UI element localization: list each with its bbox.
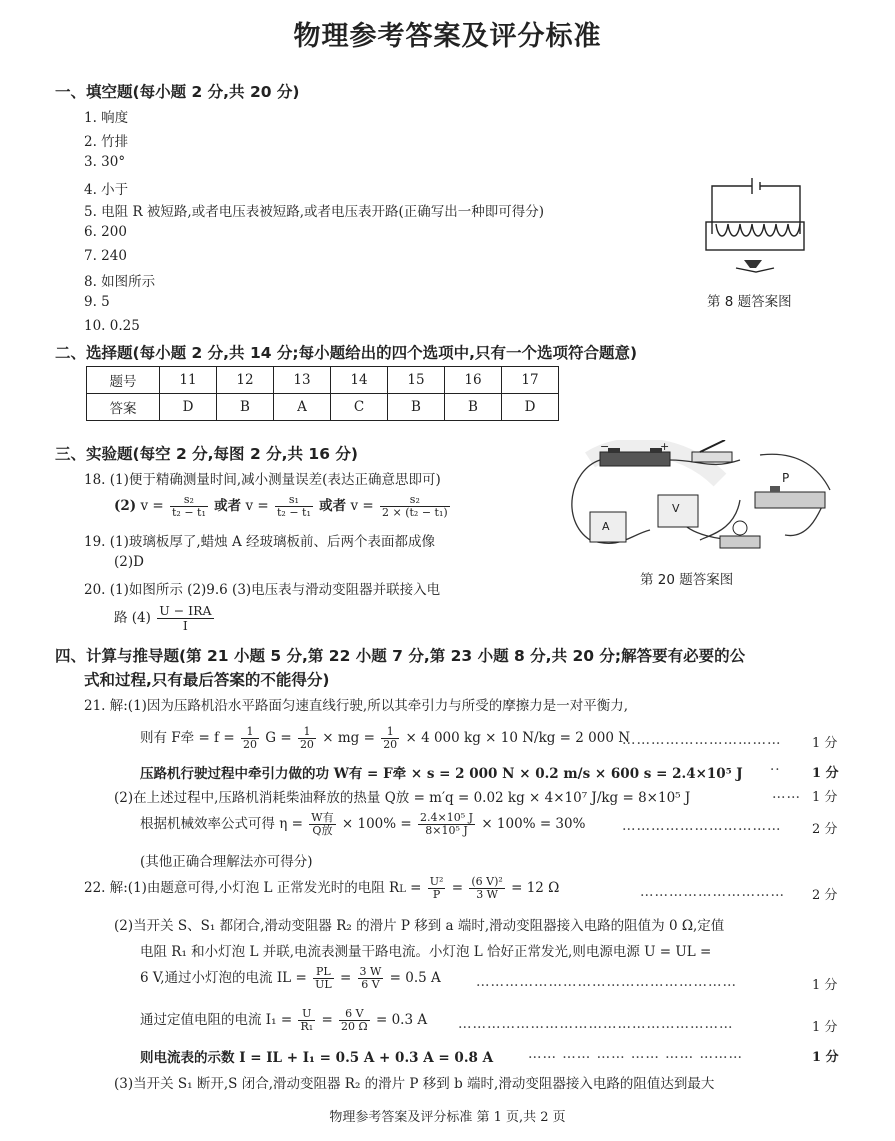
- fill-answer-3: 3. 30°: [84, 154, 126, 170]
- q18-v-equals: v =: [140, 498, 164, 514]
- choice-answer-table: [86, 366, 559, 421]
- question-number-cell: 17: [502, 367, 559, 394]
- q8-solenoid-figure: [700, 172, 810, 282]
- row-label-answer: 答案: [87, 394, 160, 421]
- page-footer: 物理参考答案及评分标准 第 1 页,共 2 页: [329, 1110, 566, 1125]
- fill-answer-2: 2. 竹排: [84, 134, 129, 150]
- table-row: [87, 367, 559, 394]
- q21-line6: (其他正确合理解法亦可得分): [140, 854, 313, 870]
- answer-cell: D: [160, 394, 217, 421]
- score-1: 1 分: [812, 790, 838, 805]
- score-1: 1 分: [812, 766, 839, 781]
- q21-line3: 压路机行驶过程中牵引力做的功 W有 = F牵 × s = 2 000 N × 0.2 m/s × 600 s = 2.4×10⁵ J: [140, 766, 743, 782]
- q22-line3: 电阻 R₁ 和小灯泡 L 并联,电流表测量干路电流。小灯泡 L 恰好正常发光,则电源电源 U = UL =: [140, 944, 712, 960]
- answer-cell: B: [217, 394, 274, 421]
- q22-line6: 则电流表的示数 I = IL + I₁ = 0.5 A + 0.3 A = 0.8 A: [140, 1050, 494, 1066]
- q20-voltmeter-label: V: [672, 502, 680, 515]
- score-1: 1 分: [812, 1020, 838, 1035]
- q21-text: 根据机械效率公式可得 η =: [140, 816, 303, 832]
- section-4-heading-cont: 式和过程,只有最后答案的不能得分): [84, 671, 330, 689]
- section-1-heading: 一、填空题(每小题 2 分,共 20 分): [55, 83, 300, 101]
- answer-cell: D: [502, 394, 559, 421]
- q22-fraction: $\frac{6 V}{20 \Omega}$: [341, 1007, 368, 1033]
- q21-line2: [140, 726, 630, 751]
- score-leader: …… …… …… …… …… ………: [528, 1046, 743, 1062]
- answer-cell: B: [388, 394, 445, 421]
- q21-text: × mg =: [322, 730, 375, 746]
- q18-part2-label: (2): [114, 498, 137, 514]
- q18-fraction-1: $\frac{\text{s₂}}{\text{t₂ − t₁}}$: [172, 493, 206, 519]
- q18-part1: 18. (1)便于精确测量时间,减小测量误差(表达正确意思即可): [84, 472, 441, 488]
- q22-text: 6 V,通过小灯泡的电流 IL =: [140, 970, 307, 986]
- q20-resistance-fraction: $\frac{\text{U − IRA}}{I}$: [159, 603, 212, 633]
- answer-cell: B: [445, 394, 502, 421]
- q21-fraction: $\frac{\text{2.4×10⁵ J}}{\text{8×10⁵ J}}$: [420, 811, 474, 837]
- score-leader: …………………………………………………: [458, 1016, 734, 1032]
- question-number-cell: 11: [160, 367, 217, 394]
- section-3-heading: 三、实验题(每空 2 分,每图 2 分,共 16 分): [55, 445, 358, 463]
- svg-text:−: −: [600, 440, 610, 453]
- q18-fraction-2: $\frac{\text{s₁}}{\text{t₂ − t₁}}$: [277, 493, 311, 519]
- q22-text: =: [451, 880, 464, 896]
- fill-answer-10: 10. 0.25: [84, 318, 140, 334]
- q22-line1: 22. 解:(1)由题意可得,小灯泡 L 正常发光时的电阻 RL = $\frac{\text{U²}}{P}$ = $\frac{\text{(6 V)²}}{3 W}$ = 12 Ω: [84, 875, 560, 901]
- q22-text: =: [321, 1012, 333, 1028]
- q22-text: =: [339, 970, 352, 986]
- fill-answer-5: 5. 电阻 R 被短路,或者电压表被短路,或者电压表开路(正确写出一种即可得分): [84, 204, 545, 220]
- q20-figure-caption: 第 20 题答案图: [640, 572, 734, 588]
- q21-fraction: $\frac{1}{20}$: [242, 725, 257, 751]
- q22-text: = 0.3 A: [375, 1012, 428, 1028]
- q18-or-1: 或者: [214, 498, 242, 514]
- answer-cell: A: [274, 394, 331, 421]
- fill-answer-4: 4. 小于: [84, 182, 129, 198]
- q22-text: = 12 Ω: [511, 880, 560, 896]
- q18-v-equals: v =: [245, 498, 269, 514]
- q20-part2: [114, 604, 216, 633]
- q21-fraction: $\frac{1}{20}$: [383, 725, 398, 751]
- q21-line4: (2)在上述过程中,压路机消耗柴油释放的热量 Q放 = m′q = 0.02 kg × 4×10⁷ J/kg = 8×10⁵ J: [114, 790, 691, 806]
- q22-line5: [140, 1008, 427, 1033]
- section-2-heading: 二、选择题(每小题 2 分,共 14 分;每小题给出的四个选项中,只有一个选项符合题意): [55, 344, 638, 362]
- q22-text: 通过定值电阻的电流 I₁ =: [140, 1012, 293, 1028]
- q21-text: × 100% = 30%: [481, 816, 586, 832]
- score-leader: ……………………………: [622, 818, 782, 834]
- q21-text: 则有 F牵 = f =: [140, 730, 235, 746]
- q22-line4: [140, 966, 441, 991]
- q22-line2: (2)当开关 S、S₁ 都闭合,滑动变阻器 R₂ 的滑片 P 移到 a 端时,滑动变阻器接入电路的阻值为 0 Ω,定值: [114, 918, 725, 934]
- q18-or-2: 或者: [319, 498, 347, 514]
- question-number-cell: 15: [388, 367, 445, 394]
- page-title: 物理参考答案及评分标准: [293, 21, 602, 52]
- fill-answer-1: 1. 响度: [84, 110, 129, 126]
- score-1: 1 分: [812, 736, 838, 751]
- q20-figure-label-p: P: [782, 471, 790, 485]
- fill-answer-7: 7. 240: [84, 248, 127, 264]
- score-leader: ……………………………: [622, 732, 782, 748]
- q8-figure-caption: 第 8 题答案图: [707, 294, 792, 310]
- q22-text: = 0.5 A: [389, 970, 441, 986]
- q22-text: =: [410, 880, 422, 896]
- question-number-cell: 13: [274, 367, 331, 394]
- q22-fraction: $\frac{\text{(6 V)²}}{3 W}$: [471, 875, 503, 901]
- q18-v-equals: v =: [350, 498, 374, 514]
- score-1: 1 分: [812, 1050, 839, 1065]
- q21-text: G =: [265, 730, 292, 746]
- q18-fraction-3: $\frac{\text{s₂}}{\text{2 × (t₂ − t₁)}}$: [382, 493, 448, 519]
- q21-text: × 4 000 kg × 10 N/kg = 2 000 N: [405, 730, 631, 746]
- score-2: 2 分: [812, 822, 838, 837]
- q20-ammeter-label: A: [602, 520, 610, 533]
- q21-line5: [140, 812, 585, 837]
- q22-line7: (3)当开关 S₁ 断开,S 闭合,滑动变阻器 R₂ 的滑片 P 移到 b 端时,滑动变阻器接入电路的阻值达到最大: [114, 1076, 715, 1092]
- table-row: [87, 394, 559, 421]
- score-leader: ……: [772, 786, 801, 802]
- q22-fraction: $\frac{\text{U²}}{P}$: [429, 875, 444, 901]
- q21-fraction: $\frac{1}{20}$: [299, 725, 314, 751]
- q22-fraction: $\frac{PL}{UL}$: [315, 965, 332, 991]
- row-label-number: 题号: [87, 367, 160, 394]
- q19-part1: 19. (1)玻璃板厚了,蜡烛 A 经玻璃板前、后两个表面都成像: [84, 534, 436, 550]
- question-number-cell: 16: [445, 367, 502, 394]
- q22-fraction: $\frac{3 W}{6 V}$: [359, 965, 382, 991]
- q20-part1: 20. (1)如图所示 (2)9.6 (3)电压表与滑动变阻器并联接入电: [84, 582, 441, 598]
- section-4-heading: 四、计算与推导题(第 21 小题 5 分,第 22 小题 7 分,第 23 小题 8 分,共 20 分;解答要有必要的公: [55, 647, 746, 665]
- q19-part2: (2)D: [114, 554, 144, 570]
- score-2: 2 分: [812, 888, 838, 903]
- answer-cell: C: [331, 394, 388, 421]
- score-leader: …………………………: [640, 884, 785, 900]
- score-leader: ………………………………………………: [476, 974, 737, 990]
- fill-answer-6: 6. 200: [84, 224, 127, 240]
- question-number-cell: 14: [331, 367, 388, 394]
- score-leader: ··: [770, 762, 781, 778]
- q22-fraction: $\frac{U}{\text{R₁}}$: [300, 1007, 314, 1033]
- q22-text: 22. 解:(1)由题意可得,小灯泡 L 正常发光时的电阻 R: [84, 880, 400, 896]
- q18-part2: [114, 494, 452, 519]
- q21-text: × 100% =: [341, 816, 412, 832]
- question-number-cell: 12: [217, 367, 274, 394]
- q20-part2-label: 路 (4): [114, 610, 151, 626]
- q21-fraction: $\frac{\text{W有}}{\text{Q放}}$: [311, 811, 334, 837]
- q21-line1: 21. 解:(1)因为压路机沿水平路面匀速直线行驶,所以其牵引力与所受的摩擦力是一对平衡力,: [84, 698, 629, 714]
- svg-text:+: +: [660, 440, 670, 453]
- score-1: 1 分: [812, 978, 838, 993]
- fill-answer-8: 8. 如图所示: [84, 274, 156, 290]
- fill-answer-9: 9. 5: [84, 294, 110, 310]
- q20-circuit-figure: [560, 440, 850, 565]
